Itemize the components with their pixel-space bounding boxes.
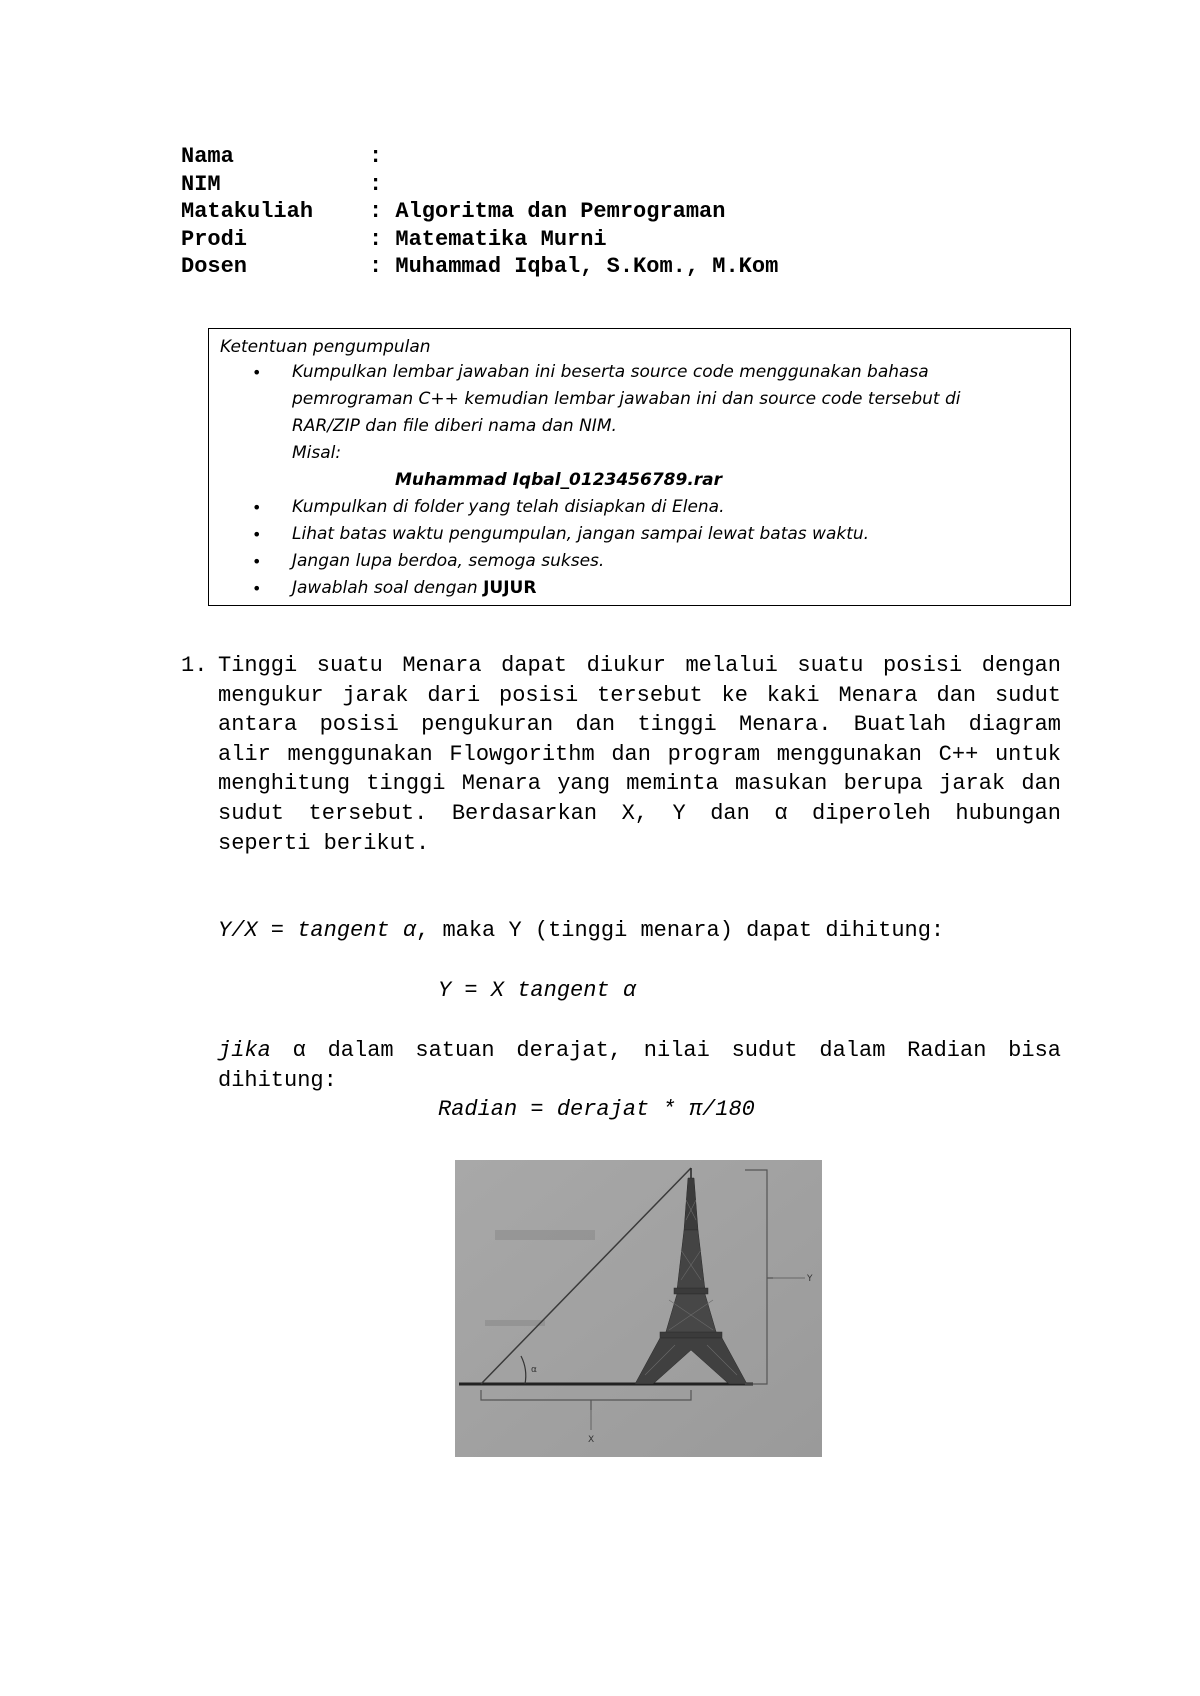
filename-example: Muhammad Iqbal_0123456789.rar bbox=[395, 470, 723, 490]
question-number: 1. bbox=[181, 653, 208, 678]
rule-item bbox=[209, 575, 1070, 602]
formula-italic: Y/X = tangent α bbox=[218, 918, 417, 943]
radian-rest: α dalam satuan derajat, nilai sudut dalam Radian bisa dihitung: bbox=[218, 1038, 1061, 1093]
rule-text: Kumpulkan lembar jawaban ini beserta source code menggunakan bahasa bbox=[292, 362, 929, 382]
bullet-icon: • bbox=[252, 498, 262, 517]
header-value: : Muhammad Iqbal, S.Kom., M.Kom bbox=[369, 254, 779, 279]
alpha-label: α bbox=[531, 1365, 537, 1375]
question-text: Tinggi suatu Menara dapat diukur melalui suatu posisi dengan mengukur jarak dari posisi tersebut ke kaki Menara dan sudut antara posisi pengukuran dan tinggi Menara. Buatlah diagram alir menggunakan Flowgorithm dan program menggunakan C++ untuk menghitung tinggi Menara yang meminta masukan berupa jarak dan sudut tersebut. Berdasarkan X, Y dan α diperoleh hubungan seperti berikut. bbox=[218, 653, 1061, 856]
rule-item bbox=[209, 548, 1070, 575]
header-label: Matakuliah bbox=[181, 199, 314, 224]
formula-tangent-relation bbox=[218, 918, 944, 943]
header-row-nama bbox=[181, 143, 778, 171]
radian-italic: jika bbox=[218, 1038, 271, 1063]
header-label: Dosen bbox=[181, 254, 248, 279]
rule-text: Kumpulkan di folder yang telah disiapkan di Elena. bbox=[292, 497, 725, 517]
rules-title: Ketentuan pengumpulan bbox=[220, 337, 431, 357]
x-label: X bbox=[588, 1435, 595, 1445]
rule-item bbox=[209, 359, 1070, 494]
tower-diagram-svg bbox=[455, 1160, 822, 1457]
formula-height: Y = X tangent α bbox=[438, 978, 637, 1003]
radian-explanation bbox=[218, 1036, 1061, 1095]
formula-radian: Radian = derajat * π/180 bbox=[438, 1097, 755, 1122]
formula-rest: , maka Y (tinggi menara) dapat dihitung: bbox=[416, 918, 945, 943]
rule-text-prefix: Jawablah soal dengan bbox=[292, 578, 484, 598]
bullet-icon: • bbox=[252, 363, 262, 382]
header-row-dosen bbox=[181, 253, 778, 281]
y-label: Y bbox=[807, 1274, 813, 1284]
rule-text: RAR/ZIP dan file diberi nama dan NIM. bbox=[292, 416, 617, 436]
rule-text: Lihat batas waktu pengumpulan, jangan sampai lewat batas waktu. bbox=[292, 524, 870, 544]
rule-item bbox=[209, 521, 1070, 548]
header-value: : bbox=[369, 171, 383, 197]
header-label: Nama bbox=[181, 144, 234, 169]
rule-text: Jangan lupa berdoa, semoga sukses. bbox=[292, 551, 605, 571]
header-label: Prodi bbox=[181, 226, 248, 252]
header-row-prodi bbox=[181, 226, 778, 254]
header-value: : Algoritma dan Pemrograman bbox=[369, 199, 726, 224]
header-value: : bbox=[369, 144, 383, 169]
rule-emphasis: JUJUR bbox=[483, 578, 537, 598]
rule-text: pemrograman C++ kemudian lembar jawaban ini dan source code tersebut di bbox=[292, 389, 961, 409]
bullet-icon: • bbox=[252, 579, 262, 598]
rules-list bbox=[209, 359, 1070, 602]
bullet-icon: • bbox=[252, 552, 262, 571]
bullet-icon: • bbox=[252, 525, 262, 544]
rule-item bbox=[209, 494, 1070, 521]
tower-figure bbox=[455, 1160, 822, 1457]
header-value: : Matematika Murni bbox=[369, 226, 607, 252]
header-row-matakuliah bbox=[181, 198, 778, 226]
rule-text bbox=[292, 575, 1050, 602]
header-label: NIM bbox=[181, 171, 221, 197]
rule-text: Misal: bbox=[292, 443, 342, 463]
submission-rules-box bbox=[208, 328, 1071, 606]
header-row-nim bbox=[181, 171, 778, 199]
identity-header bbox=[181, 143, 778, 281]
